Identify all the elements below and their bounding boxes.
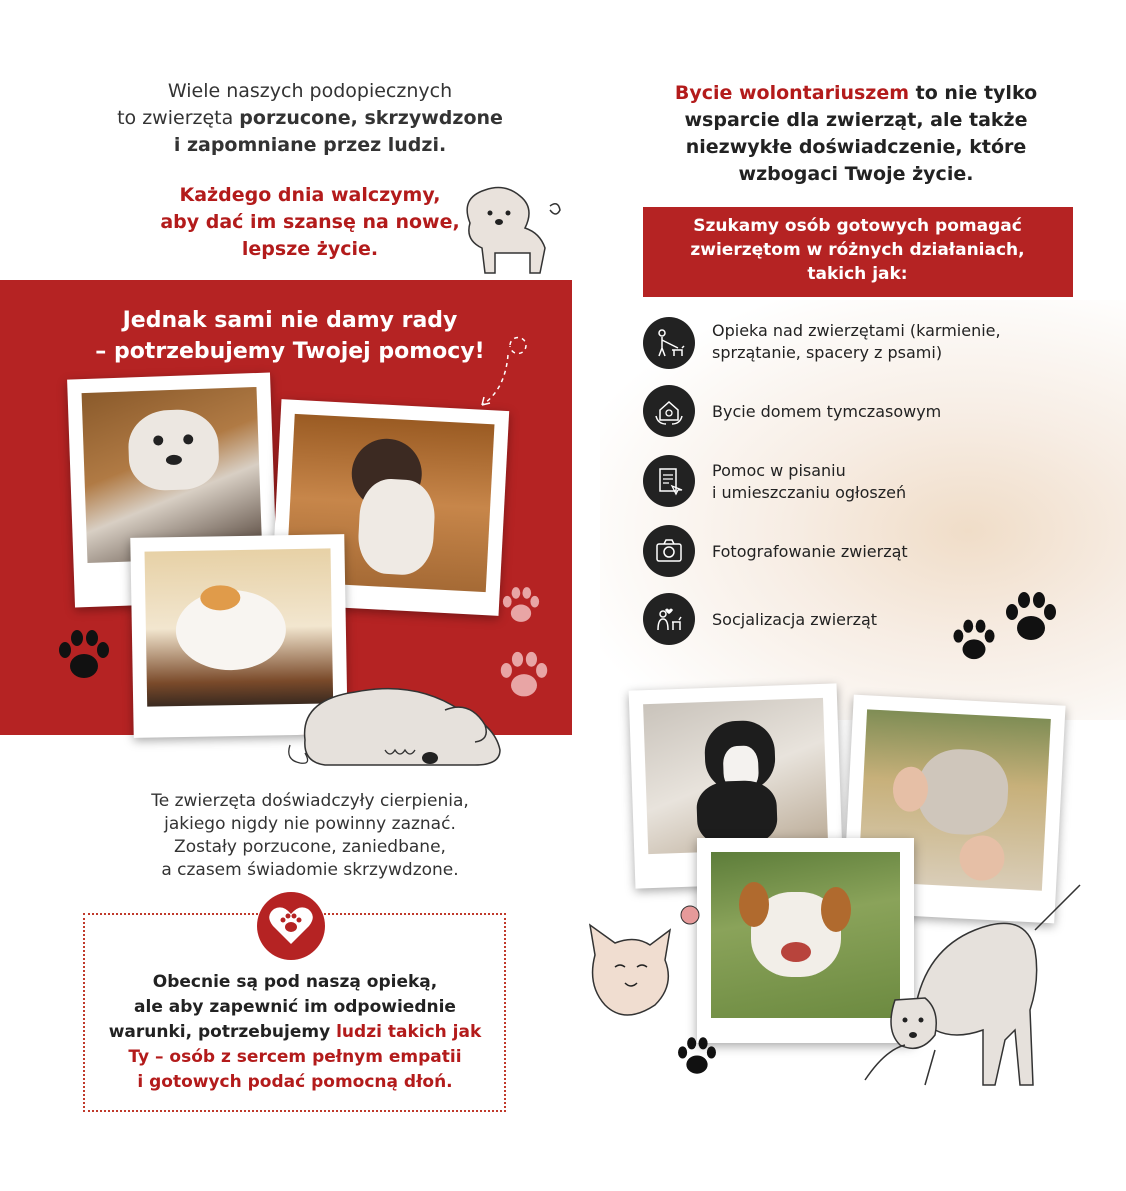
body-line: a czasem świadomie skrzywdzone. [161, 860, 459, 880]
cat-photo [643, 698, 828, 854]
slogan-line: aby dać im szansę na nowe, [160, 211, 460, 233]
foster-home-icon [643, 385, 695, 437]
body-line: jakiego nigdy nie powinny zaznać. [164, 814, 456, 834]
playful-cat-illustration [575, 905, 715, 1035]
activity-label: Socjalizacja zwierząt [712, 610, 878, 629]
heart-paw-badge [257, 892, 325, 960]
paw-print-icon [497, 650, 551, 702]
box-line: Ty – osób z sercem pełnym empatii [128, 1047, 462, 1067]
red-heading [40, 305, 540, 367]
intro-line: i zapomniane przez ludzi. [173, 134, 447, 156]
paw-print-icon [500, 585, 542, 627]
box-line: ale aby zapewnić im odpowiednie [134, 997, 456, 1017]
slogan-line: lepsze życie. [241, 238, 379, 260]
seeking-banner-text [655, 214, 1060, 286]
puppy-illustration [450, 178, 565, 278]
activity-label: Fotografowanie zwierząt [712, 542, 908, 561]
stretching-dog-illustration [855, 870, 1100, 1100]
activity-label: Opieka nad zwierzętami (karmienie, sprzątanie, spacery z psami) [712, 321, 1001, 362]
document-icon [643, 455, 695, 507]
banner-line: zwierzętom w różnych działaniach, [690, 240, 1025, 260]
body-line: Te zwierzęta doświadczyły cierpienia, [151, 791, 469, 811]
activity-label: Pomoc w pisaniu i umieszczaniu ogłoszeń [712, 461, 907, 502]
head-line: Bycie wolontariuszem to nie tylko [674, 82, 1038, 104]
red-heading-line: Jednak sami nie damy rady [122, 308, 458, 333]
box-line: warunki, potrzebujemy ludzi takich jak [108, 1022, 482, 1042]
box-line: Obecnie są pod naszą opieką, [152, 972, 438, 992]
heart-paw-icon [257, 892, 325, 960]
slogan-line: Każdego dnia walczymy, [179, 184, 441, 206]
paw-print-icon [675, 1035, 719, 1079]
volunteer-heading [636, 80, 1076, 188]
banner-line: Szukamy osób gotowych pomagać [693, 216, 1022, 236]
suffering-text [60, 790, 560, 882]
body-line: Zostały porzucone, zaniedbane, [174, 837, 446, 857]
head-line: wsparcie dla zwierząt, ale także [684, 109, 1028, 131]
box-line: i gotowych podać pomocną dłoń. [137, 1072, 453, 1092]
call-to-action-text [95, 970, 495, 1095]
dashed-arrow-icon [470, 330, 530, 415]
camera-icon [643, 525, 695, 577]
paw-print-icon [950, 618, 998, 664]
activity-label: Bycie domem tymczasowym [712, 402, 942, 421]
red-heading-line: – potrzebujemy Twojej pomocy! [95, 339, 485, 364]
paw-print-icon [55, 628, 113, 684]
intro-text [60, 78, 560, 159]
intro-line: to zwierzęta porzucone, skrzywdzone [117, 107, 503, 129]
dog-walking-icon [643, 317, 695, 369]
socialization-icon [643, 593, 695, 645]
paw-print-icon [1002, 590, 1060, 646]
sleeping-dog-illustration [285, 670, 530, 775]
head-line: wzbogaci Twoje życie. [738, 163, 974, 185]
banner-line: takich jak: [807, 264, 908, 284]
intro-line: Wiele naszych podopiecznych [167, 80, 453, 102]
head-line: niezwykłe doświadczenie, które [685, 136, 1027, 158]
